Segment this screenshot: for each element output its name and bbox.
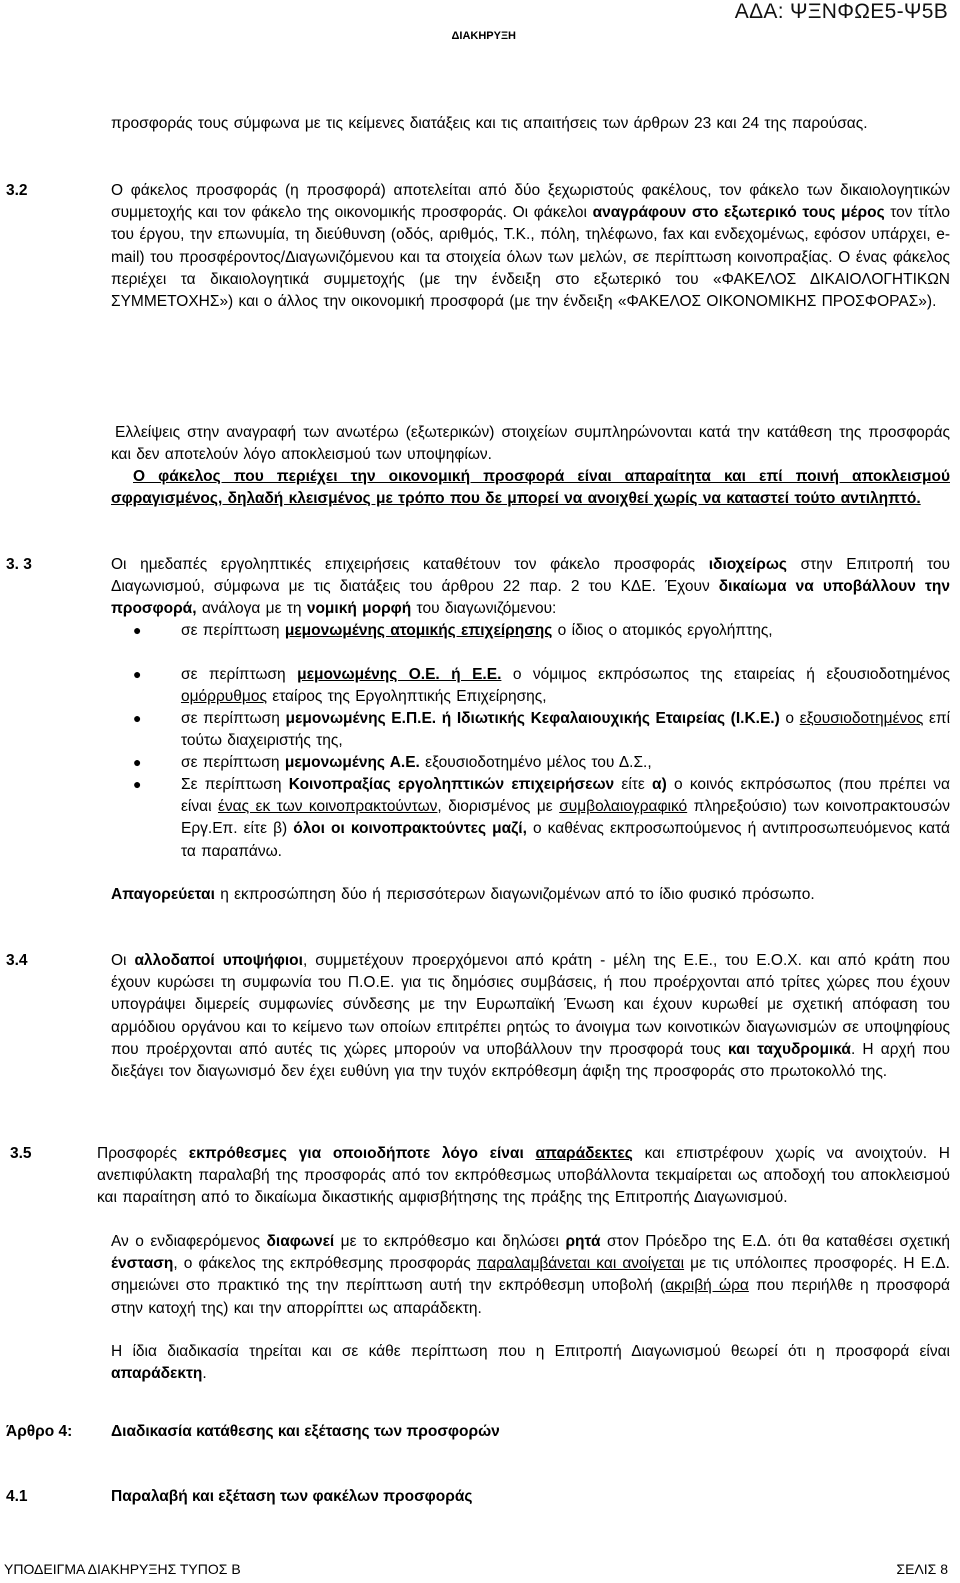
s35-bold-1: εκπρόθεσμες για οποιοδήποτε λόγο είναι	[188, 1145, 536, 1162]
b2-text-2: ο νόμιμος εκπρόσωπος της εταιρείας ή εξουσιοδοτημένος	[501, 666, 950, 683]
s35-bold-3: ρητά	[565, 1233, 601, 1250]
s35-text-6: , ο φάκελος της εκπρόθεσμης προσφοράς	[173, 1255, 477, 1273]
section-3-5-objection	[111, 1231, 950, 1320]
b5-text-4: , διορισμένος με	[437, 798, 560, 816]
ada-code: ΑΔΑ: ΨΞΝΦΩΕ5-Ψ5Β	[734, 0, 948, 23]
bullet-icon: ●	[133, 776, 142, 792]
s32-sealed-text: Ο φάκελος που περιέχει την οικονομική προσφορά είναι απαραίτητα και επί ποινή αποκλεισμού σφραγισμένος, δηλαδή κλεισμένος με τρόπο που δε μπορεί να ανοιχθεί χωρίς να καταστεί τούτο αντιληπτό.	[111, 468, 950, 508]
b5-text: Σε περίπτωση	[181, 776, 289, 793]
b5-underline-1: ένας εκ των κοινοπρακτούντων	[217, 798, 438, 816]
b3-text: σε περίπτωση	[181, 710, 286, 727]
s35-text-2: και επιστρέφουν χωρίς να ανοιχτούν. Η ανεπιφύλακτη παραλαβή της προσφοράς από τον εκπρόθεσμως υποβάλλοντα τεκμαίρεται ως αποδοχή του αποκλεισμού και παραίτηση από το δικαίωμα δικαστικής αμφισβήτησης της πράξης της Επιτροπής Διαγωνισμού.	[97, 1145, 950, 1207]
s35-text-5: στον Πρόεδρο της Ε.Δ. ότι θα καταθέσει σχετική	[600, 1233, 950, 1250]
b1-text: σε περίπτωση	[181, 622, 285, 639]
s35-underline-1: παραλαμβάνεται και ανοίγεται	[476, 1255, 685, 1273]
intro-paragraph	[111, 113, 950, 135]
b4-bold: μεμονωμένης Α.Ε.	[284, 754, 420, 771]
b2-text: σε περίπτωση	[181, 666, 298, 683]
list-item-bullet-1	[181, 620, 950, 642]
b1-bold: μεμονωμένης ατομικής επιχείρησης	[284, 622, 553, 639]
s33-text-4: του διαγωνιζόμενου:	[411, 600, 557, 618]
intro-text: προσφοράς τους σύμφωνα με τις κείμενες διατάξεις και τις απαιτήσεις των άρθρων 23 και 24 της παρούσας.	[111, 115, 868, 132]
section-3-2-sealed	[111, 466, 950, 510]
s35-text-3: Αν ο ενδιαφερόμενος	[111, 1233, 267, 1250]
s35-text-1: Προσφορές	[97, 1145, 189, 1162]
b4-text: σε περίπτωση	[181, 754, 285, 771]
section-3-3-prohibition	[111, 884, 950, 906]
s33-bold-2: δικαίωμα να υποβάλλουν την προσφορά,	[111, 578, 950, 618]
section-3-4-body	[111, 950, 950, 1083]
section-number-4-1: 4.1	[6, 1488, 28, 1505]
b5-underline-2: συμβολαιογραφικό	[559, 798, 688, 816]
s32-bold-1: αναγράφουν στο εξωτερικό τους μέρος	[592, 204, 885, 222]
header-label: ΔΙΑΚΗΡΥΞΗ	[451, 30, 516, 42]
s33-bold-3: νομική μορφή	[306, 600, 412, 618]
s34-text-1: Οι	[111, 952, 135, 969]
s33-bold-1: ιδιοχείρως	[708, 556, 787, 573]
section-number-3-3: 3. 3	[6, 556, 32, 573]
s35-bold-5: απαράδεκτη	[111, 1365, 203, 1383]
section-number-3-2: 3.2	[6, 182, 28, 199]
s34-text-3: . Η αρχή που διεξάγει τον διαγωνισμό δεν έχει ευθύνη για την τυχόν εκπρόθεσμη άφιξη της προσφοράς στο πρωτοκολλό της.	[111, 1040, 950, 1081]
s32-text-2: τον τίτλο του έργου, την επωνυμία, τη διεύθυνση (οδός, αριθμός, Τ.Κ., πόλη, τηλέφωνο, fax και ενδεχομένως, εφόσον υπάρχει, e-mail) του προσφέροντος/Διαγωνιζόμενου και τα στοιχεία όλων των μελών, σε περίπτωση κοινοπραξίας. Ο ένας φάκελος περιέχει τα δικαιολογητικά συμμετοχής (με την ένδειξη στο εξωτερικό του «ΦΑΚΕΛΟΣ ΔΙΚΑΙΟΛΟΓΗΤΙΚΩΝ ΣΥΜΜΕΤΟΧΗΣ») και ο άλλος την οικονομική προσφορά (με την ένδειξη «ΦΑΚΕΛΟΣ ΟΙΚΟΝΟΜΙΚΗΣ ΠΡΟΣΦΟΡΑΣ»).	[111, 204, 951, 311]
section-3-2-omissions	[111, 422, 950, 466]
footer-left: ΥΠΟΔΕΙΓΜΑ ΔΙΑΚΗΡΥΞΗΣ ΤΥΠΟΣ Β	[4, 1561, 241, 1577]
s35-text-9: Η ίδια διαδικασία τηρείται και σε κάθε περίπτωση που η Επιτροπή Διαγωνισμού θεωρεί ότι η προσφορά είναι	[111, 1343, 950, 1360]
b3-underline: εξουσιοδοτημένος	[799, 710, 924, 727]
s32-text-1: Ο φάκελος προσφοράς (η προσφορά) αποτελείται από δύο ξεχωριστούς φακέλους, τον φάκελο των δικαιολογητικών συμμετοχής και τον φάκελο της οικονομικής προσφοράς. Οι φάκελοι	[111, 182, 950, 222]
b3-bold: μεμονωμένης Ε.Π.Ε. ή Ιδιωτικής Κεφαλαιουχικής Εταιρείας (Ι.Κ.Ε.)	[285, 710, 780, 727]
b3-text-3: επί τούτω διαχειριστής της,	[181, 710, 951, 750]
list-item-bullet-2	[181, 664, 950, 708]
s33-text-1: Οι ημεδαπές εργοληπτικές επιχειρήσεις καταθέτουν τον φάκελο προσφοράς	[111, 556, 709, 573]
s34-text-2: , συμμετέχουν προερχόμενοι από κράτη - μέλη της Ε.Ε., του Ε.Ο.Χ. και από κράτη που έχουν κυρώσει τη συμφωνία του Π.Ο.Ε. για τις δημόσιες συμβάσεις, ή που προέρχονται από τρίτες χώρες που έχουν υπογράψει διμερείς συμφωνίες σύνδεσης με την Ευρωπαϊκή Ένωση και έχουν κυρωθεί με σχετική απόφαση του αρμόδιου οργάνου και το κείμενο των οποίων επιτρέπει ρητώς το άνοιγμα των κοινοτικών διαγωνισμών σε υποψηφίους που προέρχονται από αυτές τις χώρες μπορούν να υποβάλλουν την προσφορά τους	[111, 952, 951, 1058]
s32-text-3: Ελλείψεις στην αναγραφή των ανωτέρω (εξωτερικών) στοιχείων συμπληρώνονται κατά την κατάθεση της προσφοράς και δεν αποτελούν λόγο αποκλεισμού των υποψηφίων.	[111, 424, 950, 464]
section-number-3-4: 3.4	[6, 952, 28, 969]
s35-text-8: που περιήλθε η προσφορά στην κατοχή της) και την απορρίπτει ως απαράδεκτη.	[111, 1277, 951, 1317]
s34-bold-1: αλλοδαποί υποψήφιοι	[134, 952, 303, 969]
b5-bold-3: όλοι οι κοινοπρακτούντες μαζί,	[293, 820, 527, 838]
b5-text-3: ο κοινός εκπρόσωπος (που πρέπει να είναι	[181, 776, 950, 816]
bullet-icon: ●	[133, 710, 142, 726]
s33-text-2: στην Επιτροπή του Διαγωνισμού, σύμφωνα με τις διατάξεις του άρθρου 22 παρ. 2 του ΚΔΕ. Έχουν	[111, 556, 950, 596]
prohibition-text: η εκπροσώπηση δύο ή περισσότερων διαγωνιζομένων από το ίδιο φυσικό πρόσωπο.	[214, 886, 815, 903]
s33-text-3: ανάλογα με τη	[196, 600, 307, 618]
section-4-1-title: Παραλαβή και εξέταση των φακέλων προσφοράς	[111, 1488, 473, 1505]
bullet-icon: ●	[133, 622, 142, 638]
article-4-label: Άρθρο 4:	[6, 1423, 73, 1440]
b5-text-5: πληρεξούσιο) των κοινοπρακτουσών Εργ.Επ. είτε β)	[181, 798, 950, 838]
s35-bold-underline: απαράδεκτες	[535, 1145, 633, 1162]
bullet-icon: ●	[133, 666, 142, 682]
bullet-icon: ●	[133, 754, 142, 770]
section-3-5-body	[97, 1143, 950, 1210]
b5-bold-2: α)	[652, 776, 667, 793]
b5-text-6: ο καθένας εκπροσωπούμενος ή αντιπροσωπευόμενος κατά τα παραπάνω.	[181, 820, 950, 860]
prohibition-bold: Απαγορεύεται	[111, 886, 215, 903]
b2-text-3: εταίρος της Εργοληπτικής Επιχείρησης,	[266, 688, 547, 706]
section-3-5-same-procedure	[111, 1341, 950, 1385]
b2-bold: μεμονωμένης Ο.Ε. ή Ε.Ε.	[297, 666, 502, 683]
s35-text-7: με τις υπόλοιπες προσφορές. Η Ε.Δ. σημειώνει στο πρακτικό της την περίπτωση αυτή την εκπρόθεσμη υποβολή (	[111, 1255, 950, 1295]
list-item-bullet-5	[181, 774, 950, 863]
section-3-2-body	[111, 180, 950, 313]
list-item-bullet-3	[181, 708, 950, 752]
list-item-bullet-4	[181, 752, 950, 774]
b5-bold: Κοινοπραξίας εργοληπτικών επιχειρήσεων	[288, 776, 615, 793]
footer-page-number: ΣΕΛΙΣ 8	[896, 1561, 948, 1577]
section-3-3-body	[111, 554, 950, 621]
b5-text-2: είτε	[614, 776, 653, 793]
s34-bold-2: και ταχυδρομικά	[727, 1040, 851, 1058]
b4-text-2: εξουσιοδοτημένο μέλος του Δ.Σ.,	[419, 754, 652, 771]
b1-text-2: ο ίδιος ο ατομικός εργολήπτης,	[552, 622, 773, 639]
b3-text-2: ο	[779, 710, 800, 727]
article-4-title: Διαδικασία κατάθεσης και εξέτασης των προσφορών	[111, 1423, 500, 1440]
s35-text-4: με το εκπρόθεσμο και δηλώσει	[334, 1233, 566, 1250]
s35-text-10: .	[202, 1365, 207, 1383]
s35-bold-4: ένσταση	[111, 1255, 174, 1273]
b2-underline: ομόρρυθμος	[181, 688, 267, 706]
s35-bold-2: διαφωνεί	[266, 1233, 335, 1250]
s35-underline-2: ακριβή ώρα	[665, 1277, 749, 1295]
section-number-3-5: 3.5	[10, 1145, 32, 1162]
